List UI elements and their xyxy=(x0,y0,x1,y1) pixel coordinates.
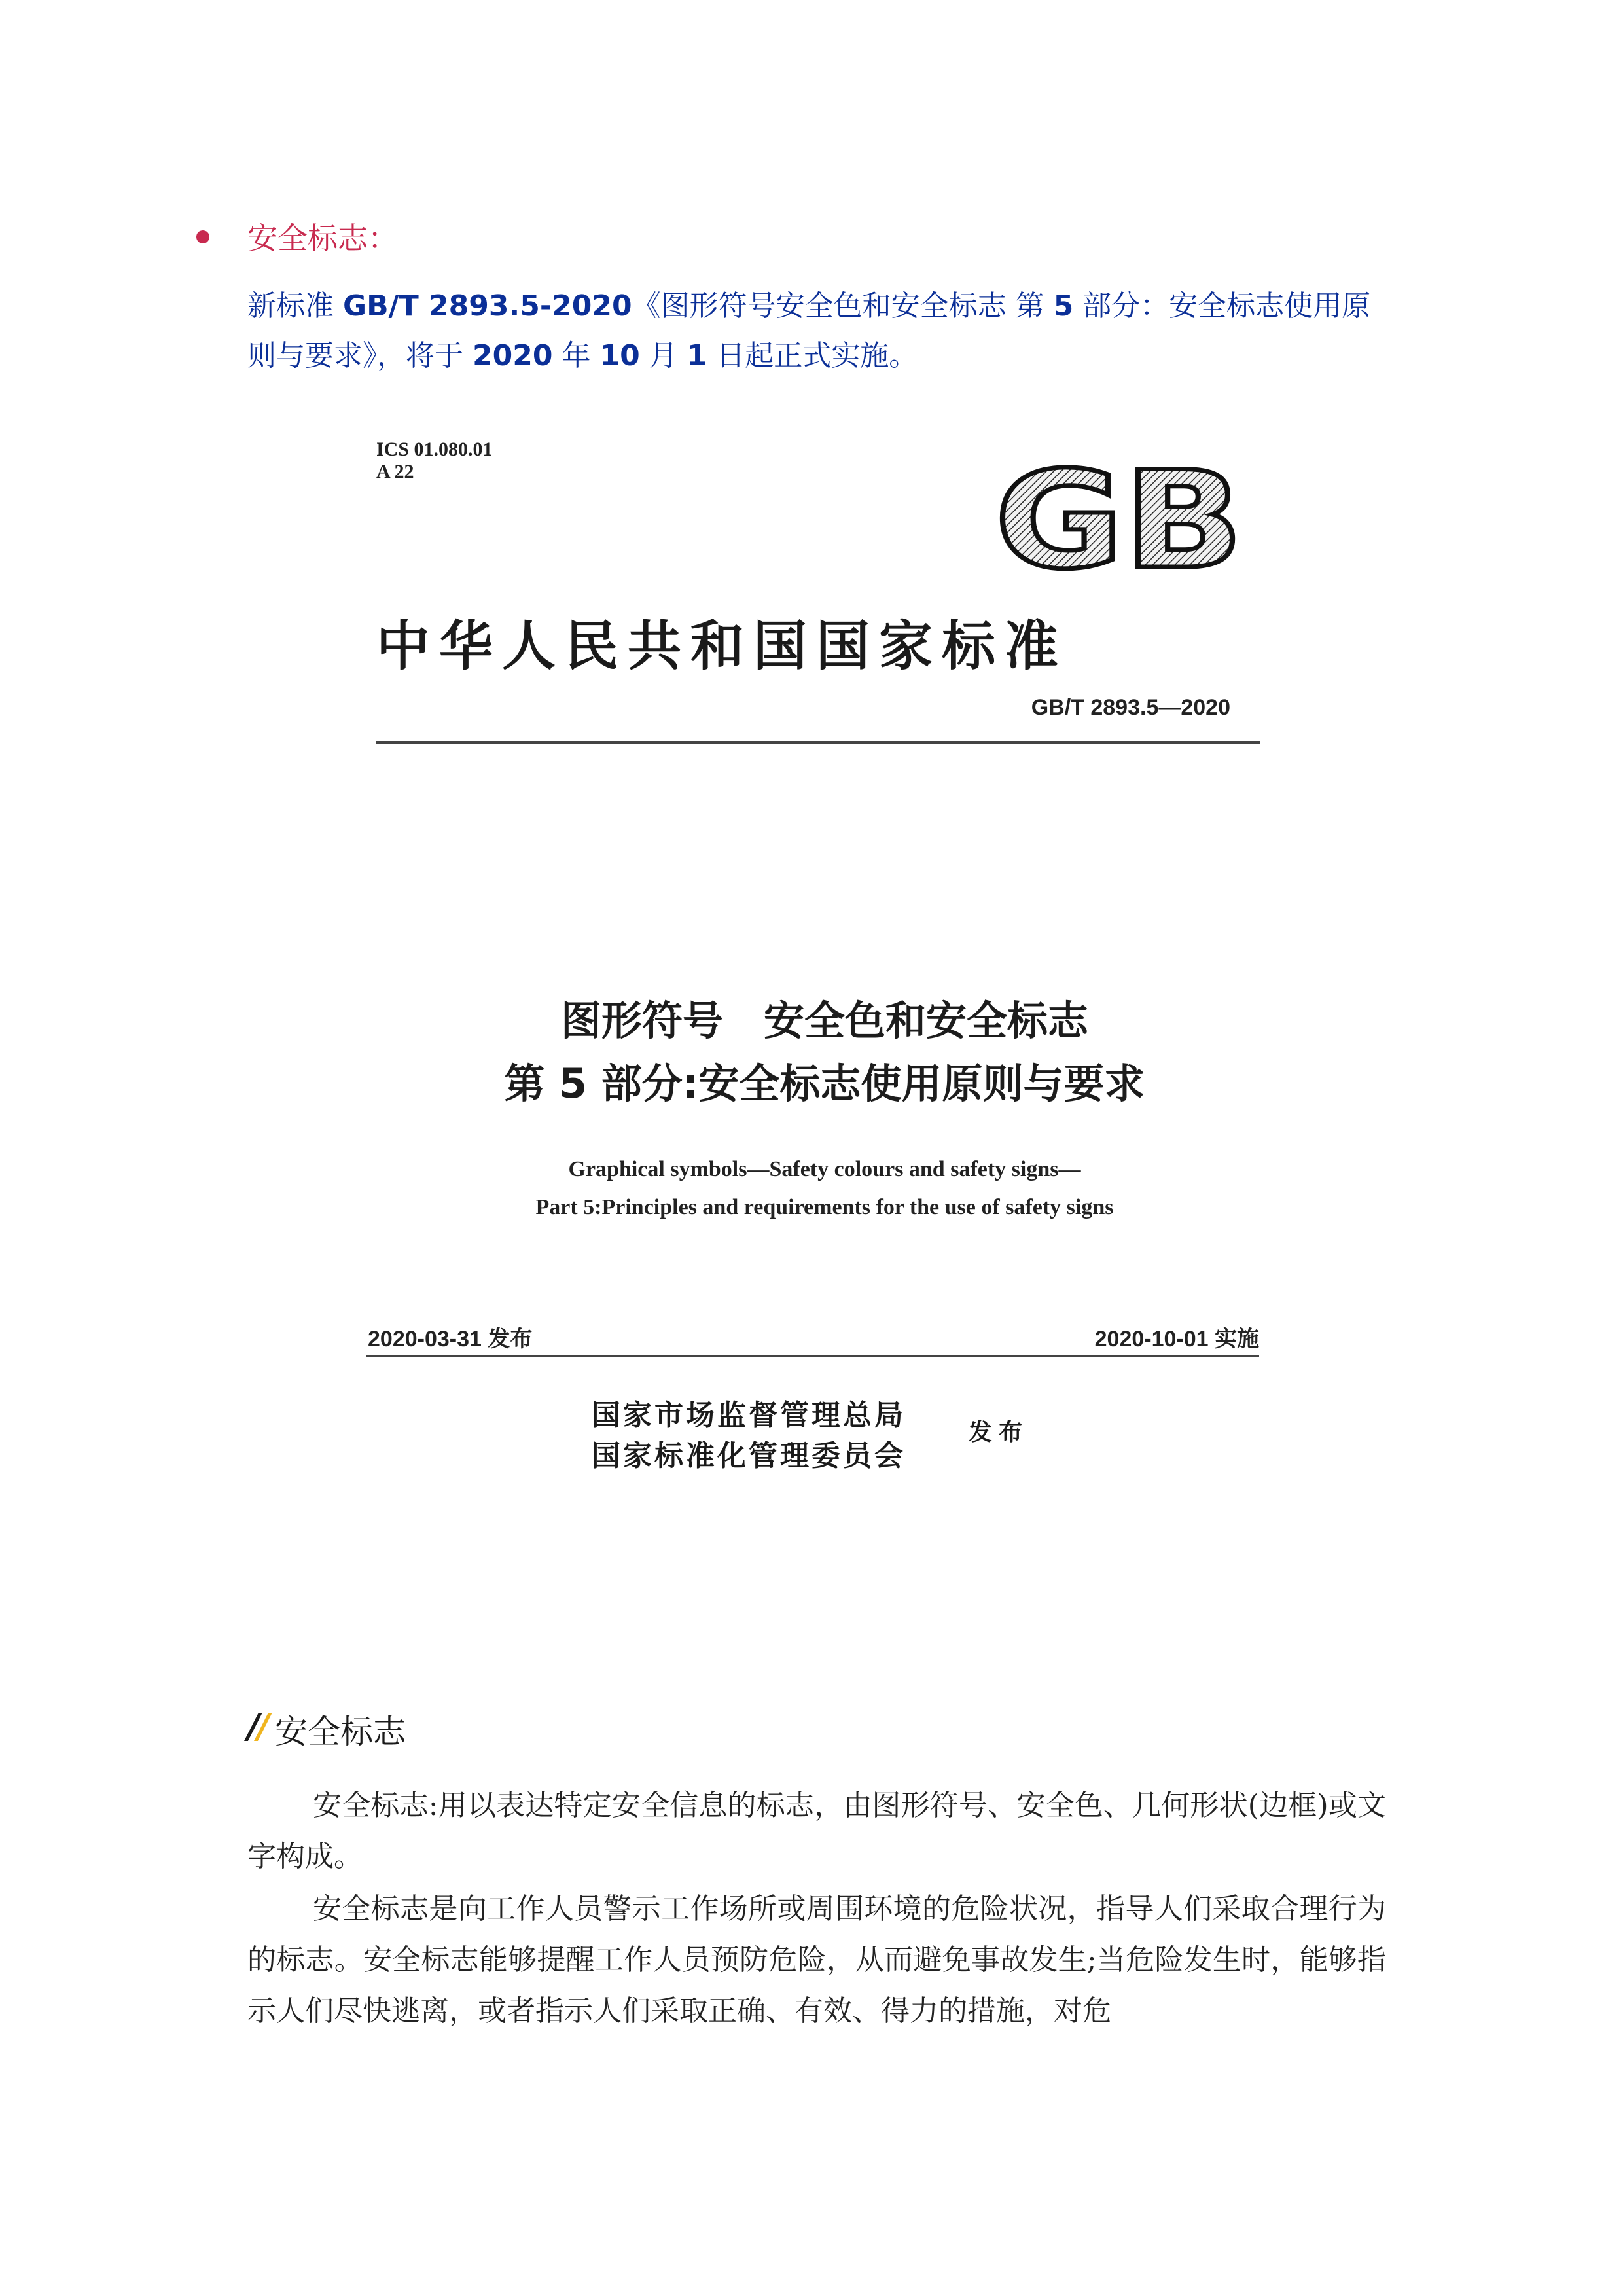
issue-word: 发布 xyxy=(969,1419,1029,1446)
en-title-line2: Part 5:Principles and requirements for the use of safety signs xyxy=(535,1195,1114,1219)
divider-bottom xyxy=(366,1355,1259,1357)
section-title: 安全标志 xyxy=(275,1713,406,1751)
bullet-title: 安全标志： xyxy=(247,221,398,256)
gb-logo-icon xyxy=(995,456,1243,580)
ics-code: ICS 01.080.01 A 22 xyxy=(376,439,493,482)
standard-number: GB/T 2893.5—2020 xyxy=(1031,695,1230,720)
national-standard-title: 中华人民共和国国家标准 xyxy=(376,615,1068,677)
zh-title-line1: 图形符号 安全色和安全标志 xyxy=(560,997,1088,1045)
divider-top xyxy=(376,741,1260,744)
zh-title-line2: 第 5 部分:安全标志使用原则与要求 xyxy=(504,1060,1145,1107)
issuer-line2: 国家标准化管理委员会 xyxy=(592,1439,906,1473)
standard-cover-image xyxy=(366,432,1283,1492)
intro-paragraph: 新标准 GB/T 2893.5-2020《图形符号安全色和安全标志 第 5 部分：安全标志使用原则与要求》，将于 2020 年 10 月 1 日起正式实施。 xyxy=(247,289,1371,372)
body-paragraph-1: 安全标志:用以表达特定安全信息的标志，由图形符号、安全色、几何形状(边框)或文字构成。 xyxy=(247,1789,1386,1873)
bullet-dot xyxy=(196,230,209,243)
en-title-line1: Graphical symbols—Safety colours and safety signs— xyxy=(568,1157,1081,1181)
section-marker: // xyxy=(247,1707,267,1746)
implement-date: 2020-10-01 实施 xyxy=(1094,1327,1259,1352)
issuer-line1: 国家市场监督管理总局 xyxy=(592,1399,906,1432)
release-date: 2020-03-31 发布 xyxy=(368,1327,533,1352)
body-paragraph-2: 安全标志是向工作人员警示工作场所或周围环境的危险状况，指导人们采取合理行为的标志。安全标志能够提醒工作人员预防危险，从而避免事故发生;当危险发生时，能够指示人们尽快逃离，或者指示人们采取正确、有效、得力的措施，对危 xyxy=(247,1892,1386,2028)
gb-logo-text: GB xyxy=(995,456,1243,580)
